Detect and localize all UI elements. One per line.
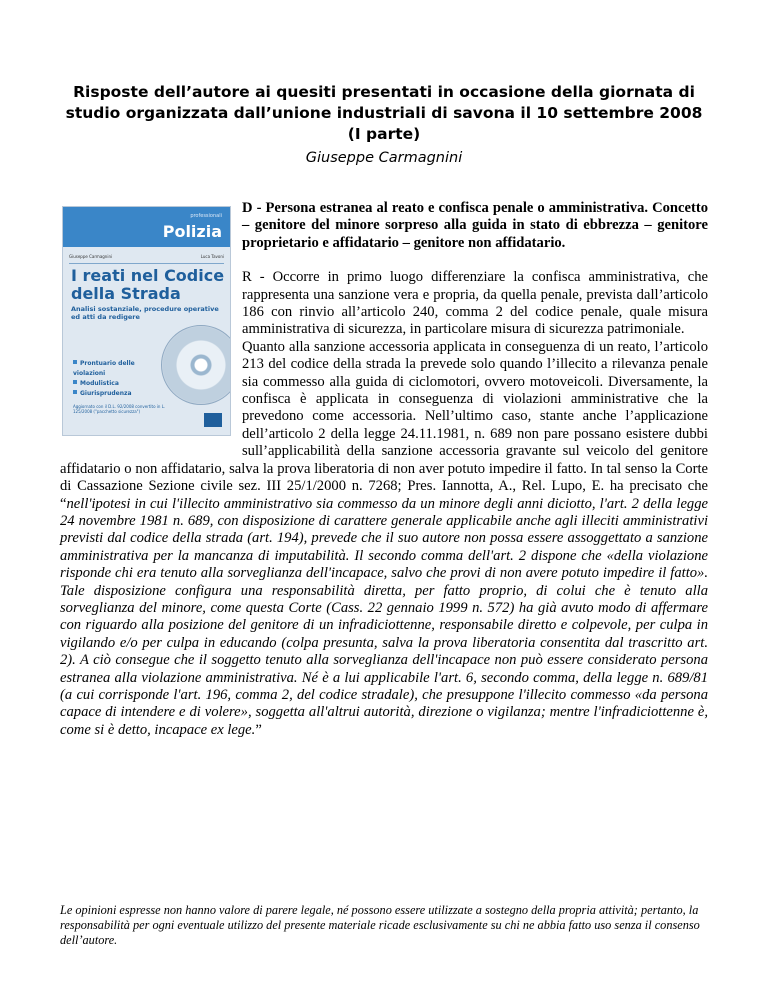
cover-author-left: Giuseppe Carmagnini	[69, 254, 113, 259]
cover-feature-item: Giurisprudenza	[73, 389, 163, 399]
cover-update-note: Aggiornato con il D.L. 92/2008 convertito in L. 125/2008 ("pacchetto sicurezza")	[73, 404, 166, 414]
court-quote: nell'ipotesi in cui l'illecito amministrativo sia commesso da un minore degli anni diciotto, l'art. 2 della legge 24 novembre 1981 n. 689, con disposizione di carattere generale applicabile anche agli illeciti amministrativi previsti dal codice della strada (art. 194), prevede che il suo autore non possa essere assoggettato a sanzione amministrativa per la mancanza di imputabilità. Il secondo comma dell'art. 2 dispone che «della violazione risponde chi era tenuto alla sorveglianza dell'incapace, salvo che provi di non avere potuto impedire il fatto». Tale disposizione configura una responsabilità diretta, per fatto proprio, di colui che è tenuto alla sorveglianza del minore, come questa Corte (Cass. 22 gennaio 1999 n. 572) ha già avuto modo di affermare con riguardo alla posizione del genitore di un infradiciottenne, responsabile diretto e colpevole, per culpa in vigilando e/o per culpa in educando (colpa presunta, salva la prova liberatoria consentita dal trascritto art. 2). A ciò consegue che il soggetto tenuto alla sorveglianza dell'incapace non può essere considerato persona estranea alla violazione amministrativa. Né è a lui applicabile l'art. 6, secondo comma, della legge n. 689/81 (a cui corrisponde l'art. 196, comma 2, del codice stradale), che presuppone l'illecito commesso «da persona capace di intendere e di volere», soggetta all'altrui autorità, direzione o vigilanza; mentre l'infradiciottenne è, come si è detto, incapace ex lege.	[60, 495, 708, 738]
cover-feature-item: Modulistica	[73, 379, 163, 389]
cover-author-right: Luca Tavoni	[200, 254, 224, 259]
answer-text: Quanto alla sanzione accessoria applicata in conseguenza di un reato, l’articolo 213 del codice della strada la prevede solo quando l’illecito a rilevanza penale sia commesso alla guida di ciclomotori, ovvero motoveicoli. Diversamente, la confisca è applicata in conseguenza di violazioni amministrative che la prevedono come accessoria. Nell’ultimo caso, stante anche l’applicazione dell’articolo 2 della legge 24.11.1981, n. 689 non pare possano esistere dubbi sull’applicabilità della sanzione accessoria gravante sul veicolo del genitore affidatario o non affidatario, salva la prova liberatoria di non aver potuto impedire il fatto. In tal senso la Corte di Cassazione Sezione civile sez. III 25/1/2000 n. 7268; Pres. Iannotta, A., Rel. Lupo, E. ha precisato che “	[60, 338, 708, 512]
quote-close: ”	[255, 721, 262, 738]
cover-subtitle: Analisi sostanziale, procedure operative ed atti da redigere	[71, 305, 219, 321]
cover-title: I reati nel Codice della Strada	[71, 266, 225, 303]
document-body	[60, 200, 708, 739]
cover-float-spacer	[60, 200, 242, 447]
cover-feature-item: Prontuario delle violazioni	[73, 360, 135, 377]
question-paragraph: D - Persona estranea al reato e confisca penale o amministrativa. Concetto – genitore del minore sorpreso alla guida in stato di ebbrezza – genitore proprietario e affidatario – genitore non affidatario.	[242, 200, 708, 251]
cover-imprint: Polizia	[162, 222, 222, 241]
cover-series: professionali	[190, 213, 222, 219]
disclaimer-footnote: Le opinioni espresse non hanno valore di parere legale, né possono essere utilizzate a sostegno della propria attività; pertanto, la responsabilità per ogni eventuale utilizzo del presente materiale ricade esclusivamente su chi ne abbia fatto uso senza il consenso dell’autore.	[60, 903, 700, 947]
answer-paragraph-1: R - Occorre in primo luogo differenziare la confisca amministrativa, che rappresenta una sanzione vera e propria, da quella penale, prevista dall’articolo 186 con rinvio all’articolo 240, comma 2 del codice penale, quale misura amministrativa di sicurezza, in particolare misura di sicurezza patrimoniale.	[242, 269, 708, 338]
document-title: Risposte dell’autore ai quesiti presentati in occasione della giornata di studio organizzata dall’unione industriali di savona il 10 settembre 2008 (I parte)	[65, 83, 703, 143]
author-name: Giuseppe Carmagnini	[305, 150, 463, 166]
